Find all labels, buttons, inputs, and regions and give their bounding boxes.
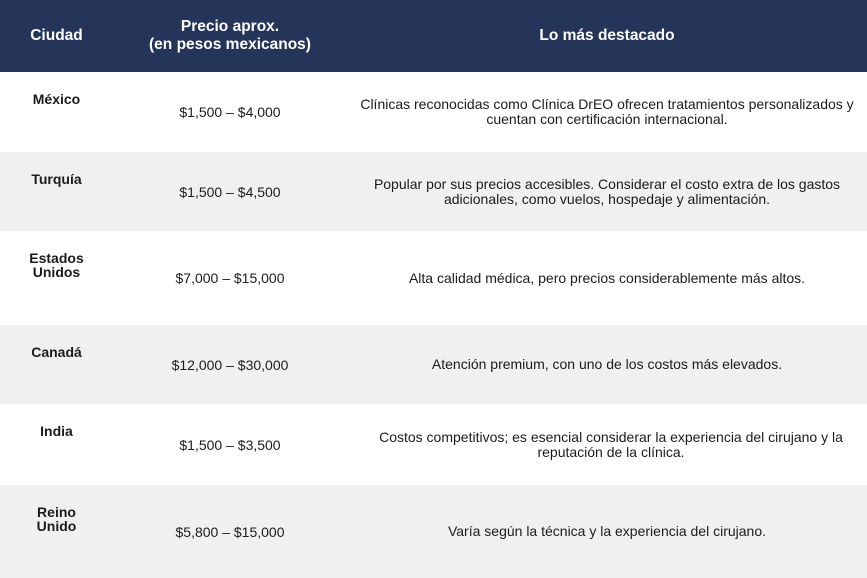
header-price (113, 18, 347, 54)
city-cell: Canadá (31, 344, 82, 360)
highlight-cell: Atención premium, con uno de los costos más elevados. (431, 356, 783, 372)
header-price-line2: (en pesos mexicanos) (149, 36, 311, 53)
table-row (0, 325, 867, 404)
table-row (0, 404, 867, 485)
header-price-line1: Precio aprox. (180, 18, 280, 35)
highlight-cell: Clínicas reconocidas como Clínica DrEO ofrecen tratamientos personalizados y cuentan con certificación internacional. (360, 96, 854, 127)
table-row (0, 231, 867, 325)
city-cell: México (32, 91, 81, 107)
highlight-cell: Varía según la técnica y la experiencia del cirujano. (447, 523, 767, 539)
highlight-cell: Alta calidad médica, pero precios considerablemente más altos. (408, 269, 806, 286)
highlight-cell: Popular por sus precios accesibles. Considerar el costo extra de los gastos adicionales, como vuelos, hospedaje y alimentación. (373, 175, 841, 207)
city-cell: Turquía (31, 171, 82, 187)
price-cell: $1,500 – $4,000 (179, 104, 281, 120)
price-cell: $7,000 – $15,000 (175, 270, 285, 286)
header-city: Ciudad (30, 27, 83, 44)
city-cell: Estados Unidos (29, 250, 84, 280)
city-cell: India (40, 423, 73, 439)
table-row (0, 152, 867, 231)
price-cell: $12,000 – $30,000 (171, 356, 289, 373)
header-highlight: Lo más destacado (539, 27, 675, 44)
table-header (0, 0, 867, 72)
table-row (0, 72, 867, 152)
table-row (0, 485, 867, 578)
price-cell: $5,800 – $15,000 (175, 523, 285, 540)
price-cell: $1,500 – $4,500 (179, 183, 281, 200)
city-cell: Reino Unido (36, 504, 77, 534)
price-cell: $1,500 – $3,500 (179, 436, 281, 453)
highlight-cell: Costos competitivos; es esencial considerar la experiencia del cirujano y la reputación de la clínica. (379, 428, 843, 460)
